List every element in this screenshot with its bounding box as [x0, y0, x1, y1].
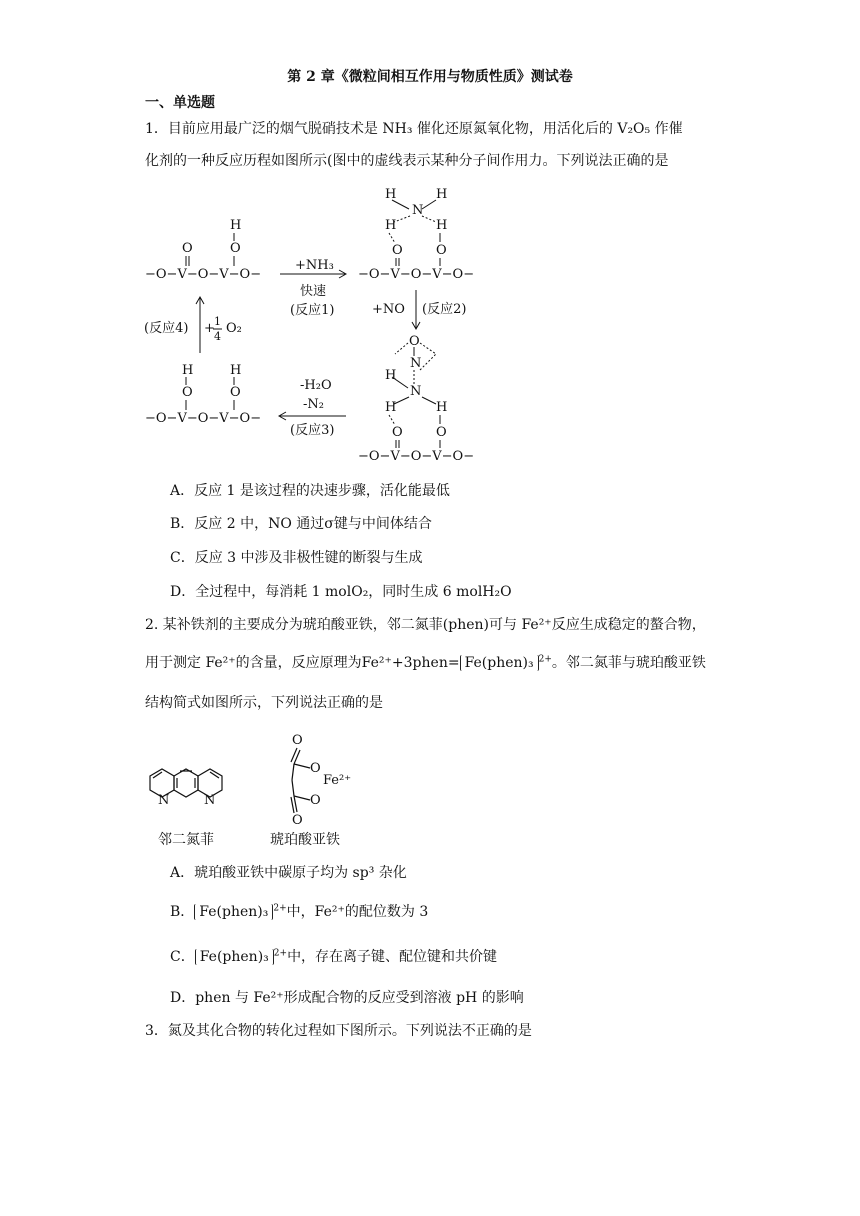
- q2-line-2-post: 。邻二氮菲与琥珀酸亚铁: [551, 655, 706, 671]
- q2-line-2: [145, 652, 706, 672]
- q3-line-1: 3．氮及其化合物的转化过程如下图所示。下列说法不正确的是: [145, 1023, 532, 1039]
- o-atom: O: [230, 241, 241, 256]
- r4-label: (反应4): [144, 321, 189, 336]
- n-atom: N: [204, 793, 216, 808]
- o-atom: O: [182, 385, 193, 400]
- q2-option-c-letter: C．: [170, 949, 195, 965]
- hydrogen-bond: [395, 343, 408, 354]
- single-bond: [294, 796, 310, 800]
- q1-line-2: 化剂的一种反应历程如图所示(图中的虚线表示某种分子间作用力。下列说法正确的是: [145, 153, 669, 169]
- h-atom: H: [436, 400, 448, 415]
- chain-top-right: −O−V−O−V−O−: [358, 267, 475, 282]
- q2-option-c-text: 中，存在离子键、配位键和共价键: [287, 949, 498, 965]
- hydrogen-bond: [394, 216, 410, 222]
- complex-charge: 2+: [538, 654, 552, 665]
- single-bond: [422, 397, 436, 404]
- hydrogen-bond: [389, 415, 395, 425]
- q1-option-c: C．反应 3 中涉及非极性键的断裂与生成: [170, 550, 423, 566]
- single-bond: [292, 764, 294, 780]
- h-atom: H: [436, 187, 448, 202]
- q2-option-b: [170, 901, 428, 921]
- r3-product-nitrogen: -N₂: [303, 397, 324, 412]
- n-atom: N: [410, 356, 422, 371]
- o-atom: O: [392, 243, 403, 258]
- r2-reagent: +NO: [372, 302, 405, 317]
- r1-condition: 快速: [300, 284, 327, 299]
- o-atom: O: [292, 733, 303, 748]
- carbonyl-bond: [294, 796, 297, 812]
- complex-charge: 2+: [273, 903, 287, 914]
- q1-option-a: A．反应 1 是该过程的决速步骤，活化能最低: [170, 483, 450, 499]
- complex-formula: [460, 655, 539, 671]
- r1-label: (反应1): [290, 303, 335, 318]
- single-bond: [422, 200, 436, 209]
- succinate-label: 琥珀酸亚铁: [270, 832, 340, 848]
- complex-text: Fe(phen)₃: [199, 949, 269, 965]
- fe-ion: Fe²⁺: [323, 773, 352, 788]
- o-atom: O: [230, 385, 241, 400]
- q2-option-b-letter: B．: [170, 904, 195, 920]
- interaction: [420, 343, 436, 354]
- h-atom: H: [385, 218, 397, 233]
- o-atom: O: [292, 813, 303, 828]
- phen-label: 邻二氮菲: [158, 832, 214, 848]
- page-title: 第 2 章《微粒间相互作用与物质性质》测试卷: [287, 69, 573, 85]
- complex-charge: 2+: [273, 948, 288, 959]
- q2-option-a: A．琥珀酸亚铁中碳原子均为 sp³ 杂化: [170, 865, 407, 881]
- complex-formula: [194, 904, 273, 920]
- o-atom: O: [392, 425, 403, 440]
- hydrogen-bond: [389, 233, 395, 243]
- q2-option-b-text: 中，Fe²⁺的配位数为 3: [286, 904, 429, 920]
- q2-option-d: D．phen 与 Fe²⁺形成配合物的反应受到溶液 pH 的影响: [170, 990, 524, 1006]
- chain-bottom-left: −O−V−O−V−O−: [145, 411, 262, 426]
- q2-option-c: [170, 946, 497, 966]
- n-atom: N: [412, 203, 424, 218]
- complex-formula: [195, 949, 274, 965]
- h-atom: H: [436, 218, 448, 233]
- oxo-o: O: [182, 241, 193, 256]
- reaction-mechanism-diagram: [140, 178, 500, 468]
- r4-plus: +: [204, 321, 215, 336]
- r1-reagent: +NH₃: [295, 258, 334, 273]
- single-bond: [392, 200, 409, 209]
- h-atom: H: [385, 400, 397, 415]
- h-atom: H: [182, 363, 194, 378]
- hydrogen-bond: [422, 216, 436, 222]
- o-atom: O: [310, 761, 321, 776]
- o-atom: O: [436, 243, 447, 258]
- n-atom: N: [410, 384, 422, 399]
- single-bond: [294, 764, 310, 768]
- section-heading: 一、单选题: [145, 95, 215, 111]
- complex-text: Fe(phen)₃: [199, 904, 269, 920]
- o-atom: O: [310, 793, 321, 808]
- n-atom: N: [158, 793, 170, 808]
- h-atom: H: [385, 368, 397, 383]
- phen-ring-middle: [174, 769, 198, 797]
- h-atom: H: [385, 187, 397, 202]
- carbonyl-bond: [291, 797, 294, 813]
- chain-top-left: −O−V−O−V−O−: [145, 267, 262, 282]
- q2-line-3: 结构简式如图所示，下列说法正确的是: [145, 695, 383, 711]
- o-atom: O: [436, 425, 447, 440]
- r4-denominator: 4: [214, 330, 221, 343]
- structure-figure: [140, 724, 370, 849]
- q1-line-1: 1．目前应用最广泛的烟气脱硝技术是 NH₃ 催化还原氮氧化物，用活化后的 V₂O₅ 作催: [145, 121, 683, 137]
- r3-product-water: -H₂O: [300, 378, 332, 393]
- h-atom: H: [230, 363, 242, 378]
- q1-option-b: B．反应 2 中，NO 通过σ键与中间体结合: [170, 516, 432, 532]
- r3-label: (反应3): [290, 423, 335, 438]
- interaction: [420, 354, 436, 370]
- r2-label: (反应2): [422, 302, 467, 317]
- o-atom: O: [409, 334, 420, 349]
- chain-bottom-right: −O−V−O−V−O−: [358, 449, 475, 464]
- r4-species: O₂: [226, 321, 242, 336]
- q2-line-2-pre: 用于测定 Fe²⁺的含量，反应原理为Fe²⁺+3phen=: [145, 655, 460, 671]
- single-bond: [292, 780, 294, 796]
- q2-line-1: 2. 某补铁剂的主要成分为琥珀酸亚铁，邻二氮菲(phen)可与 Fe²⁺反应生成稳定的螯合物，: [145, 617, 706, 633]
- h-atom: H: [230, 218, 242, 233]
- complex-text: Fe(phen)₃: [464, 655, 534, 671]
- q1-option-d: D．全过程中，每消耗 1 molO₂，同时生成 6 molH₂O: [170, 584, 512, 600]
- r4-numerator: 1: [214, 315, 221, 328]
